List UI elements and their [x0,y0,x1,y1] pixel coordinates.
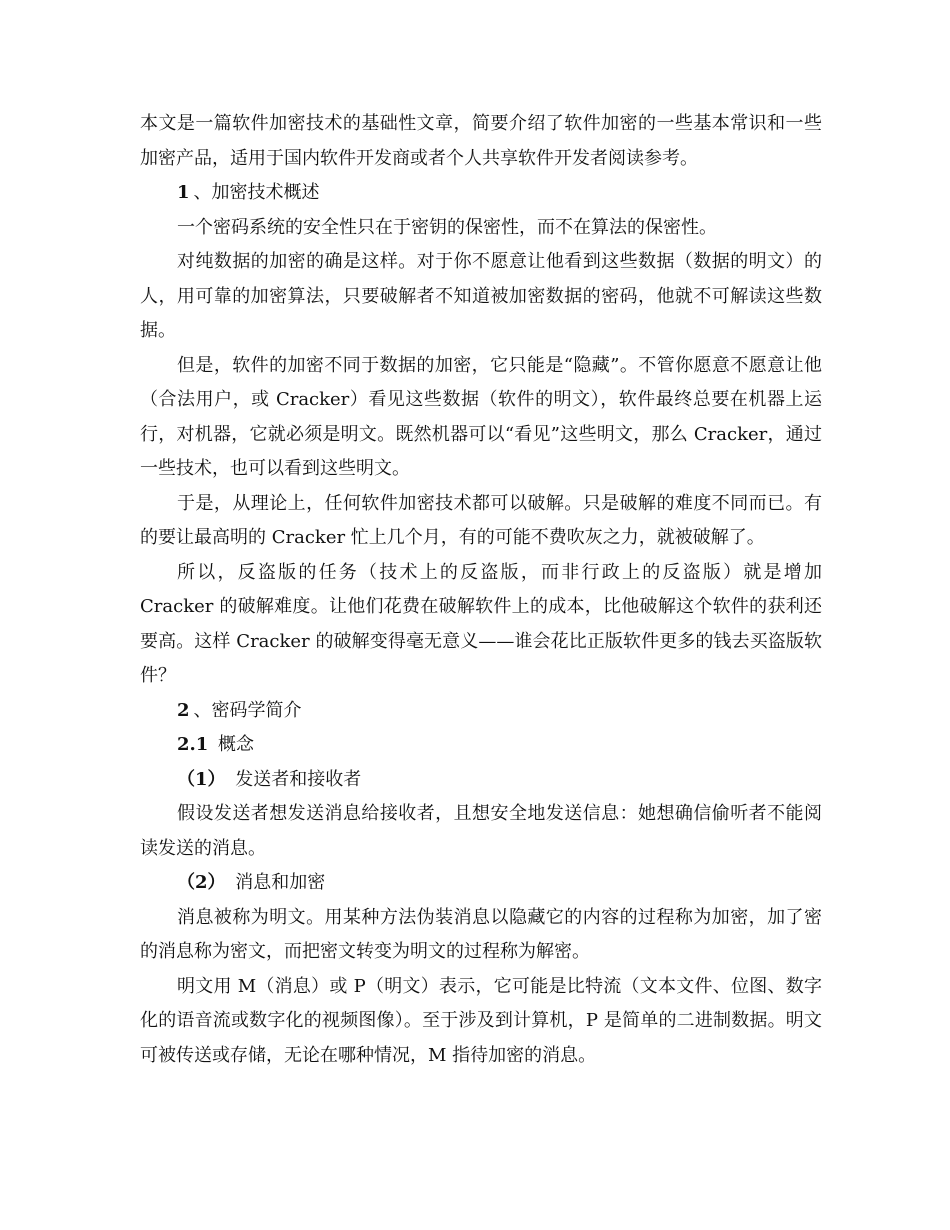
item-number: （1） [177,768,226,790]
item-number: （2） [177,872,226,893]
section-title: 、加密技术概述 [193,182,320,203]
subsection-title: 概念 [212,734,255,755]
paragraph: 对纯数据的加密的确是这样。对于你不愿意让他看到这些数据（数据的明文）的人，用可靠的加密算法，只要破解者不知道被加密数据的密码，他就不可解读这些数据。 [140,251,822,341]
paragraph: 所以，反盗版的任务（技术上的反盗版，而非行政上的反盗版）就是增加 Cracker 的破解难度。让他们花费在破解软件上的成本，比他破解这个软件的获利还要高。这样 Cracker 的破解变得毫无意义——谁会花比正版软件更多的钱去买盗版软件？ [140,561,822,686]
section-title: 、密码学简介 [193,699,302,721]
paragraph: 一个密码系统的安全性只在于密钥的保密性，而不在算法的保密性。 [177,216,717,238]
paragraph: 假设发送者想发送消息给接收者，且想安全地发送信息：她想确信偷听者不能阅读发送的消息。 [140,803,822,859]
paragraph: 但是，软件的加密不同于数据的加密，它只能是“隐藏”。不管你愿意不愿意让他（合法用户，或 Cracker）看见这些数据（软件的明文），软件最终总要在机器上运行，对机器，它就必须是明文。既然机器可以“看见”这些明文，那么 Cracker，通过一些技术，也可以看到这些明文。 [140,354,822,479]
subsection-heading-2-1 [140,728,822,763]
subsection-number: 2.1 [177,734,209,755]
item-heading-1 [140,763,822,798]
paragraph: 明文用 M（消息）或 P（明文）表示，它可能是比特流（文本文件、位图、数字化的语音流或数字化的视频图像）。至于涉及到计算机，P 是简单的二进制数据。明文可被传送或存储，无论在哪种情况，M 指待加密的消息。 [140,975,822,1066]
item-heading-2 [140,866,822,901]
section-number: 1 [177,182,190,203]
document-body [140,107,822,1073]
section-heading-2 [140,694,822,729]
paragraph: 于是，从理论上，任何软件加密技术都可以破解。只是破解的难度不同而已。有的要让最高明的 Cracker 忙上几个月，有的可能不费吹灰之力，就被破解了。 [140,492,822,548]
section-number: 2 [177,699,190,721]
paragraph: 消息被称为明文。用某种方法伪装消息以隐藏它的内容的过程称为加密，加了密的消息称为密文，而把密文转变为明文的过程称为解密。 [140,906,822,962]
item-title: 消息和加密 [229,872,326,893]
intro-paragraph: 本文是一篇软件加密技术的基础性文章，简要介绍了软件加密的一些基本常识和一些加密产品，适用于国内软件开发商或者个人共享软件开发者阅读参考。 [140,113,822,169]
item-title: 发送者和接收者 [229,768,362,790]
section-heading-1 [140,176,822,211]
